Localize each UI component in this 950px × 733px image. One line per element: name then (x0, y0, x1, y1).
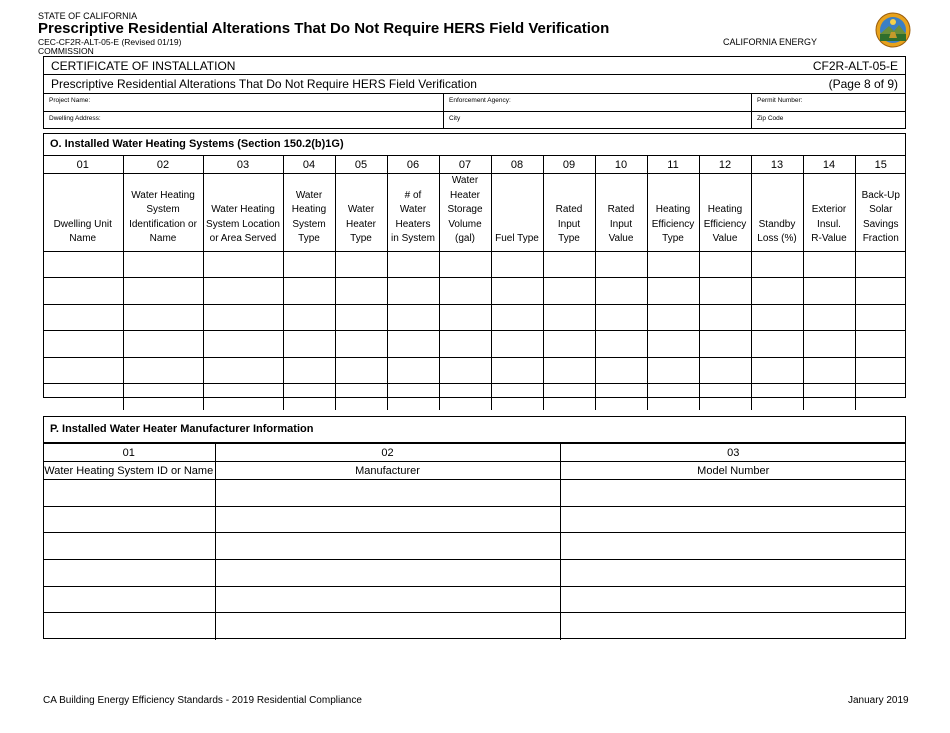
column-header-line: Exterior (811, 204, 847, 215)
form-id: CEC-CF2R-ALT-05-E (Revised 01/19) (38, 37, 182, 47)
footer-standards: CA Building Energy Efficiency Standards - 2019 Residential Compliance (43, 695, 362, 706)
table-cell[interactable] (803, 384, 855, 411)
table-cell[interactable] (647, 331, 699, 358)
table-cell[interactable] (647, 251, 699, 278)
column-number: 08 (491, 156, 543, 174)
table-cell[interactable] (647, 278, 699, 305)
table-cell[interactable] (699, 251, 751, 278)
table-cell[interactable] (491, 304, 543, 331)
table-cell[interactable] (491, 384, 543, 411)
table-row (43, 304, 906, 331)
table-cell[interactable] (543, 331, 595, 358)
table-cell[interactable] (699, 331, 751, 358)
column-header-line: Dwelling Unit (53, 218, 112, 230)
project-name-field[interactable] (44, 94, 444, 112)
column-header-line: Heating (291, 204, 327, 215)
column-header-line: Type (662, 233, 684, 244)
column-header-line: Loss (%) (757, 233, 797, 244)
table-cell[interactable] (751, 331, 803, 358)
column-header-line: System (146, 204, 180, 215)
footer-date: January 2019 (848, 695, 909, 706)
table-cell[interactable] (123, 251, 203, 278)
column-number: 14 (803, 156, 855, 174)
city-field[interactable] (444, 112, 752, 128)
certificate-subtitle: Prescriptive Residential Alterations That Do Not Require HERS Field Verification (51, 77, 477, 91)
state-label: STATE OF CALIFORNIA (38, 11, 138, 21)
table-cell[interactable] (647, 357, 699, 384)
page-indicator: (Page 8 of 9) (828, 77, 898, 91)
column-header-line: Type (558, 233, 580, 244)
column-header-line: Efficiency (651, 218, 695, 230)
table-cell[interactable] (43, 480, 215, 507)
table-cell[interactable] (43, 613, 215, 640)
column-header-line: Name (69, 233, 97, 244)
table-cell[interactable] (855, 331, 906, 358)
table-cell[interactable] (43, 251, 123, 278)
table-cell[interactable] (491, 278, 543, 305)
column-header-line: Heating (707, 204, 743, 215)
table-cell[interactable] (43, 304, 123, 331)
table-row (43, 560, 906, 587)
table-cell[interactable] (595, 384, 647, 411)
table-cell[interactable] (203, 357, 283, 384)
column-header-line: Fraction (862, 233, 899, 244)
column-number: 01 (43, 156, 123, 174)
column-header-line: Water (295, 189, 323, 201)
column-number: 04 (283, 156, 335, 174)
column-header-line: Heaters (395, 218, 431, 230)
table-cell[interactable] (215, 506, 560, 533)
column-number: 03 (560, 444, 906, 462)
column-header-line: Type (350, 233, 372, 244)
column-header-line: Volume (448, 218, 482, 230)
table-cell[interactable] (803, 357, 855, 384)
table-cell[interactable] (699, 278, 751, 305)
table-cell[interactable] (560, 533, 906, 560)
city-label: City (449, 115, 461, 122)
column-header (283, 174, 335, 252)
column-header (751, 174, 803, 252)
column-header (387, 174, 439, 252)
column-number: 15 (855, 156, 906, 174)
project-name-label: Project Name: (49, 97, 91, 104)
table-cell[interactable] (387, 251, 439, 278)
column-header-line: Water (347, 204, 375, 215)
table-cell[interactable] (647, 304, 699, 331)
column-header-line: Water Heating (211, 204, 275, 215)
table-cell[interactable] (560, 586, 906, 613)
table-cell[interactable] (43, 278, 123, 305)
table-cell[interactable] (335, 278, 387, 305)
table-cell[interactable] (803, 331, 855, 358)
column-header-line: Name (149, 233, 177, 244)
table-cell[interactable] (751, 304, 803, 331)
table-cell[interactable] (439, 278, 491, 305)
table-row (43, 480, 906, 507)
table-cell[interactable] (699, 304, 751, 331)
table-cell[interactable] (387, 384, 439, 411)
column-number: 02 (123, 156, 203, 174)
column-header (123, 174, 203, 252)
table-cell[interactable] (203, 304, 283, 331)
table-cell[interactable] (215, 533, 560, 560)
column-header-line: Rated (555, 204, 583, 215)
column-number: 01 (43, 444, 215, 462)
column-header-line: or Area Served (209, 233, 277, 244)
table-cell[interactable] (439, 251, 491, 278)
table-cell[interactable] (543, 251, 595, 278)
section-p (43, 416, 906, 639)
column-number: 06 (387, 156, 439, 174)
table-cell[interactable] (543, 357, 595, 384)
zip-code-label: Zip Code (757, 115, 784, 122)
column-number: 05 (335, 156, 387, 174)
section-o (43, 133, 906, 398)
table-cell[interactable] (751, 251, 803, 278)
table-cell[interactable] (123, 304, 203, 331)
column-header-line: Insul. (817, 218, 841, 230)
document-title: Prescriptive Residential Alterations That Do Not Require HERS Field Verification (38, 20, 610, 37)
column-header-line: Standby (758, 218, 796, 230)
table-cell[interactable] (560, 480, 906, 507)
dwelling-address-field[interactable] (44, 112, 444, 128)
column-number: 11 (647, 156, 699, 174)
certificate-title: CERTIFICATE OF INSTALLATION (51, 58, 236, 73)
column-header-line: Input (609, 218, 633, 230)
table-cell[interactable] (335, 357, 387, 384)
table-row (43, 331, 906, 358)
table-cell[interactable] (283, 357, 335, 384)
certificate-title-row (44, 57, 905, 75)
column-header-line: Heater (345, 218, 376, 230)
table-cell[interactable] (855, 278, 906, 305)
table-cell[interactable] (387, 304, 439, 331)
table-cell[interactable] (335, 331, 387, 358)
column-header-line: System (292, 218, 326, 230)
table-cell[interactable] (43, 586, 215, 613)
table-cell[interactable] (123, 331, 203, 358)
table-cell[interactable] (560, 613, 906, 640)
table-cell[interactable] (215, 586, 560, 613)
table-cell[interactable] (751, 357, 803, 384)
table-row (43, 506, 906, 533)
table-cell[interactable] (751, 384, 803, 411)
column-header (439, 174, 491, 252)
table-cell[interactable] (203, 278, 283, 305)
zip-code-field[interactable] (752, 112, 905, 128)
table-cell[interactable] (803, 304, 855, 331)
table-cell[interactable] (855, 384, 906, 411)
column-header-line: Storage (447, 204, 483, 215)
table-cell[interactable] (123, 357, 203, 384)
table-row (43, 384, 906, 411)
table-cell[interactable] (123, 384, 203, 411)
column-header: Water Heating System ID or Name (43, 462, 215, 480)
table-cell[interactable] (335, 304, 387, 331)
column-header-line: in System (391, 233, 435, 244)
table-cell[interactable] (855, 357, 906, 384)
column-header (803, 174, 855, 252)
table-cell[interactable] (283, 384, 335, 411)
column-header (43, 174, 123, 252)
column-header (595, 174, 647, 252)
enforcement-agency-label: Enforcement Agency: (449, 97, 511, 104)
column-header-line: System Location (206, 218, 280, 230)
table-cell[interactable] (439, 304, 491, 331)
dwelling-address-label: Dwelling Address: (49, 115, 101, 122)
column-number: 09 (543, 156, 595, 174)
table-cell[interactable] (123, 278, 203, 305)
table-cell[interactable] (855, 251, 906, 278)
table-cell[interactable] (595, 304, 647, 331)
column-header-line: Type (298, 233, 320, 244)
enforcement-agency-field[interactable] (444, 94, 752, 112)
table-cell[interactable] (203, 384, 283, 411)
table-cell[interactable] (595, 251, 647, 278)
column-header-line: Heating (655, 204, 691, 215)
table-cell[interactable] (699, 384, 751, 411)
certificate-header-box (43, 56, 906, 129)
table-cell[interactable] (43, 331, 123, 358)
column-number: 02 (215, 444, 560, 462)
table-cell[interactable] (387, 331, 439, 358)
table-cell[interactable] (543, 384, 595, 411)
column-header-line: Heater (449, 189, 480, 201)
table-cell[interactable] (595, 278, 647, 305)
certificate-subtitle-row (44, 75, 905, 94)
table-cell[interactable] (803, 278, 855, 305)
column-header-line: Input (557, 218, 581, 230)
table-cell[interactable] (560, 506, 906, 533)
table-cell[interactable] (543, 278, 595, 305)
manufacturer-info-table (43, 443, 906, 640)
table-cell[interactable] (43, 506, 215, 533)
water-heating-systems-table (43, 155, 906, 410)
table-cell[interactable] (439, 331, 491, 358)
column-header: Model Number (560, 462, 906, 480)
table-cell[interactable] (543, 304, 595, 331)
permit-number-label: Permit Number: (757, 97, 803, 104)
column-header-line: Efficiency (703, 218, 747, 230)
column-number: 13 (751, 156, 803, 174)
section-p-title: P. Installed Water Heater Manufacturer Information (44, 417, 905, 443)
table-row (43, 357, 906, 384)
table-cell[interactable] (283, 304, 335, 331)
table-row (43, 278, 906, 305)
table-cell[interactable] (699, 357, 751, 384)
column-header-line: Water (399, 204, 427, 215)
table-cell[interactable] (387, 278, 439, 305)
column-header-line: # of (404, 189, 422, 201)
agency-label: CALIFORNIA ENERGY (723, 37, 818, 47)
table-row (43, 613, 906, 640)
column-header (855, 174, 906, 252)
table-cell[interactable] (803, 251, 855, 278)
table-cell[interactable] (491, 357, 543, 384)
table-cell[interactable] (43, 384, 123, 411)
column-header-line: (gal) (454, 233, 475, 244)
table-row (43, 251, 906, 278)
column-header-line: R-Value (811, 233, 847, 244)
column-header-line: Savings (862, 218, 899, 230)
table-cell[interactable] (491, 251, 543, 278)
table-cell[interactable] (283, 251, 335, 278)
table-cell[interactable] (335, 251, 387, 278)
column-header-line: Solar (869, 204, 893, 215)
table-row (43, 586, 906, 613)
certificate-code: CF2R-ALT-05-E (812, 58, 898, 73)
column-header-line: Identification or (129, 218, 197, 230)
column-number: 10 (595, 156, 647, 174)
table-row (43, 533, 906, 560)
state-seal-icon (875, 12, 911, 48)
table-cell[interactable] (283, 331, 335, 358)
table-cell[interactable] (215, 480, 560, 507)
column-header (335, 174, 387, 252)
table-cell[interactable] (203, 251, 283, 278)
table-cell[interactable] (751, 278, 803, 305)
table-cell[interactable] (215, 613, 560, 640)
column-header (203, 174, 283, 252)
table-cell[interactable] (855, 304, 906, 331)
column-header-line: Back-Up (861, 189, 900, 201)
column-number: 03 (203, 156, 283, 174)
column-header: Manufacturer (215, 462, 560, 480)
permit-number-field[interactable] (752, 94, 905, 112)
table-cell[interactable] (43, 357, 123, 384)
table-cell[interactable] (43, 560, 215, 587)
section-o-title: O. Installed Water Heating Systems (Section 150.2(b)1G) (44, 134, 905, 156)
table-cell[interactable] (560, 560, 906, 587)
table-cell[interactable] (439, 357, 491, 384)
column-number: 07 (439, 156, 491, 174)
column-header (491, 174, 543, 252)
table-cell[interactable] (335, 384, 387, 411)
table-cell[interactable] (647, 384, 699, 411)
column-header-line: Fuel Type (495, 233, 539, 244)
table-cell[interactable] (595, 357, 647, 384)
table-cell[interactable] (203, 331, 283, 358)
column-header (699, 174, 751, 252)
table-cell[interactable] (283, 278, 335, 305)
table-cell[interactable] (215, 560, 560, 587)
column-header-line: Rated (607, 204, 635, 215)
table-cell[interactable] (595, 331, 647, 358)
table-cell[interactable] (387, 357, 439, 384)
column-header-line: Water (451, 175, 479, 186)
table-cell[interactable] (43, 533, 215, 560)
column-number: 12 (699, 156, 751, 174)
column-header-line: Value (712, 233, 738, 244)
table-cell[interactable] (439, 384, 491, 411)
column-header (647, 174, 699, 252)
column-header (543, 174, 595, 252)
column-header-line: Value (608, 233, 634, 244)
table-cell[interactable] (491, 331, 543, 358)
column-header-line: Water Heating (131, 189, 195, 201)
commission-label: COMMISSION (38, 46, 94, 56)
